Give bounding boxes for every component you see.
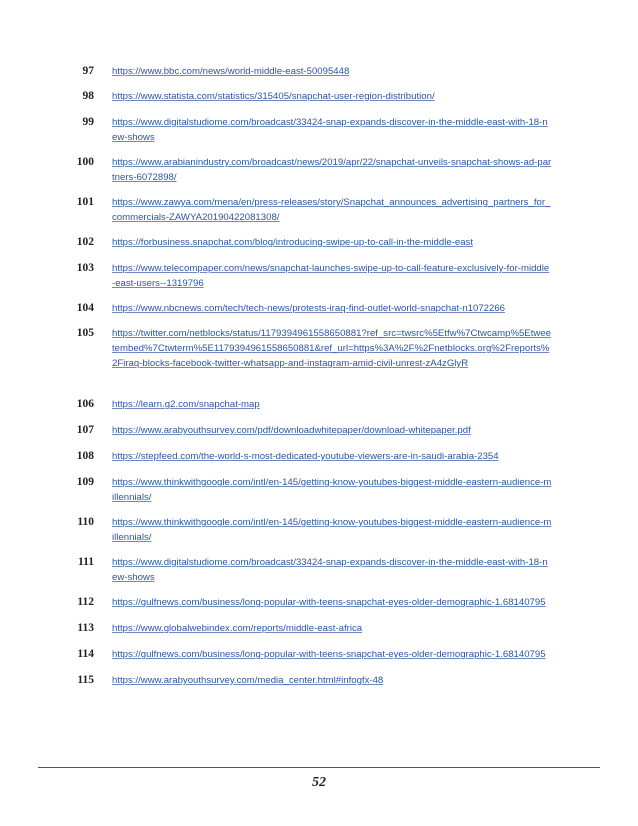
reference-link[interactable]: https://www.digitalstudiome.com/broadcast/33424-snap-expands-discover-in-the-middle-east-with-18-new-shows (112, 557, 548, 583)
page-number: 52 (312, 775, 326, 790)
reference-number: 111 (78, 556, 94, 568)
reference-number: 109 (76, 476, 94, 488)
reference-number: 99 (82, 116, 94, 128)
reference-link[interactable]: https://stepfeed.com/the-world-s-most-dedicated-youtube-viewers-are-in-saudi-arabia-2354 (112, 451, 499, 462)
reference-link[interactable]: https://www.telecompaper.com/news/snapchat-launches-swipe-up-to-call-feature-exclusively-for-middle-east-users--1319796 (112, 263, 550, 289)
reference-link[interactable]: https://www.globalwebindex.com/reports/middle-east-africa (112, 623, 363, 634)
reference-link[interactable]: https://www.thinkwithgoogle.com/intl/en-145/getting-know-youtubes-biggest-middle-eastern-audience-millennials/ (112, 477, 552, 503)
reference-number: 104 (76, 302, 94, 314)
reference-link[interactable]: https://learn.g2.com/snapchat-map (112, 399, 260, 410)
reference-item (58, 423, 578, 449)
reference-number: 102 (76, 236, 94, 248)
reference-number: 115 (77, 674, 94, 686)
reference-item (58, 647, 578, 673)
reference-link[interactable]: https://gulfnews.com/business/long-popular-with-teens-snapchat-eyes-older-demographic-1.68140795 (112, 597, 546, 608)
reference-list (58, 64, 578, 699)
reference-link[interactable]: https://www.digitalstudiome.com/broadcast/33424-snap-expands-discover-in-the-middle-east-with-18-new-shows (112, 117, 548, 143)
reference-number: 100 (76, 156, 94, 168)
reference-item (58, 621, 578, 647)
reference-link[interactable]: https://www.bbc.com/news/world-middle-east-50095448 (112, 66, 350, 77)
reference-item (58, 64, 578, 89)
reference-link[interactable]: https://www.arabyouthsurvey.com/media_center.html#infogfx-48 (112, 675, 384, 686)
reference-number: 112 (77, 596, 94, 608)
reference-item (58, 595, 578, 621)
reference-link[interactable]: https://www.arabianindustry.com/broadcast/news/2019/apr/22/snapchat-unveils-snapchat-shows-ad-partners-6072898/ (112, 157, 552, 183)
reference-link[interactable]: https://www.nbcnews.com/tech/tech-news/protests-iraq-find-outlet-world-snapchat-n1072266 (112, 303, 506, 314)
reference-number: 103 (76, 262, 94, 274)
reference-item (58, 515, 578, 555)
reference-item (58, 397, 578, 423)
reference-number: 105 (76, 327, 94, 339)
reference-link[interactable]: https://twitter.com/netblocks/status/1179394961558650881?ref_src=twsrc%5Etfw%7Ctwcamp%5Etweetembed%7Ctwterm%5E1179394961558650881&ref_url=https%3A%2F%2Fnetblocks.org%2Freports%2Firaq-blocks-facebook-twitter-whatsapp-and-instagram-amid-civil-unrest-zA4zGlyR (112, 328, 551, 369)
reference-number: 113 (77, 622, 94, 634)
reference-number: 98 (82, 90, 94, 102)
reference-item (58, 326, 578, 397)
reference-item (58, 301, 578, 326)
reference-number: 106 (76, 398, 94, 410)
reference-item (58, 475, 578, 515)
reference-number: 114 (77, 648, 94, 660)
reference-item (58, 261, 578, 301)
reference-number: 101 (76, 196, 94, 208)
reference-link[interactable]: https://www.zawya.com/mena/en/press-releases/story/Snapchat_announces_advertising_partners_for_commercials-ZAWYA20190422081308/ (112, 197, 551, 223)
reference-item (58, 155, 578, 195)
reference-link[interactable]: https://www.arabyouthsurvey.com/pdf/downloadwhitepaper/download-whitepaper.pdf (112, 425, 471, 436)
reference-number: 97 (82, 65, 94, 77)
reference-item (58, 449, 578, 475)
reference-link[interactable]: https://gulfnews.com/business/long-popular-with-teens-snapchat-eyes-older-demographic-1.68140795 (112, 649, 546, 660)
reference-link[interactable]: https://www.thinkwithgoogle.com/intl/en-145/getting-know-youtubes-biggest-middle-eastern-audience-millennials/ (112, 517, 552, 543)
reference-link[interactable]: https://www.statista.com/statistics/315405/snapchat-user-region-distribution/ (112, 91, 435, 102)
reference-item (58, 555, 578, 595)
footer-rule (38, 767, 600, 768)
reference-item (58, 115, 578, 155)
reference-item (58, 195, 578, 235)
reference-link[interactable]: https://forbusiness.snapchat.com/blog/introducing-swipe-up-to-call-in-the-middle-east (112, 237, 474, 248)
reference-item (58, 89, 578, 115)
reference-number: 110 (77, 516, 94, 528)
reference-item (58, 673, 578, 699)
reference-item (58, 235, 578, 261)
reference-number: 107 (76, 424, 94, 436)
reference-number: 108 (76, 450, 94, 462)
